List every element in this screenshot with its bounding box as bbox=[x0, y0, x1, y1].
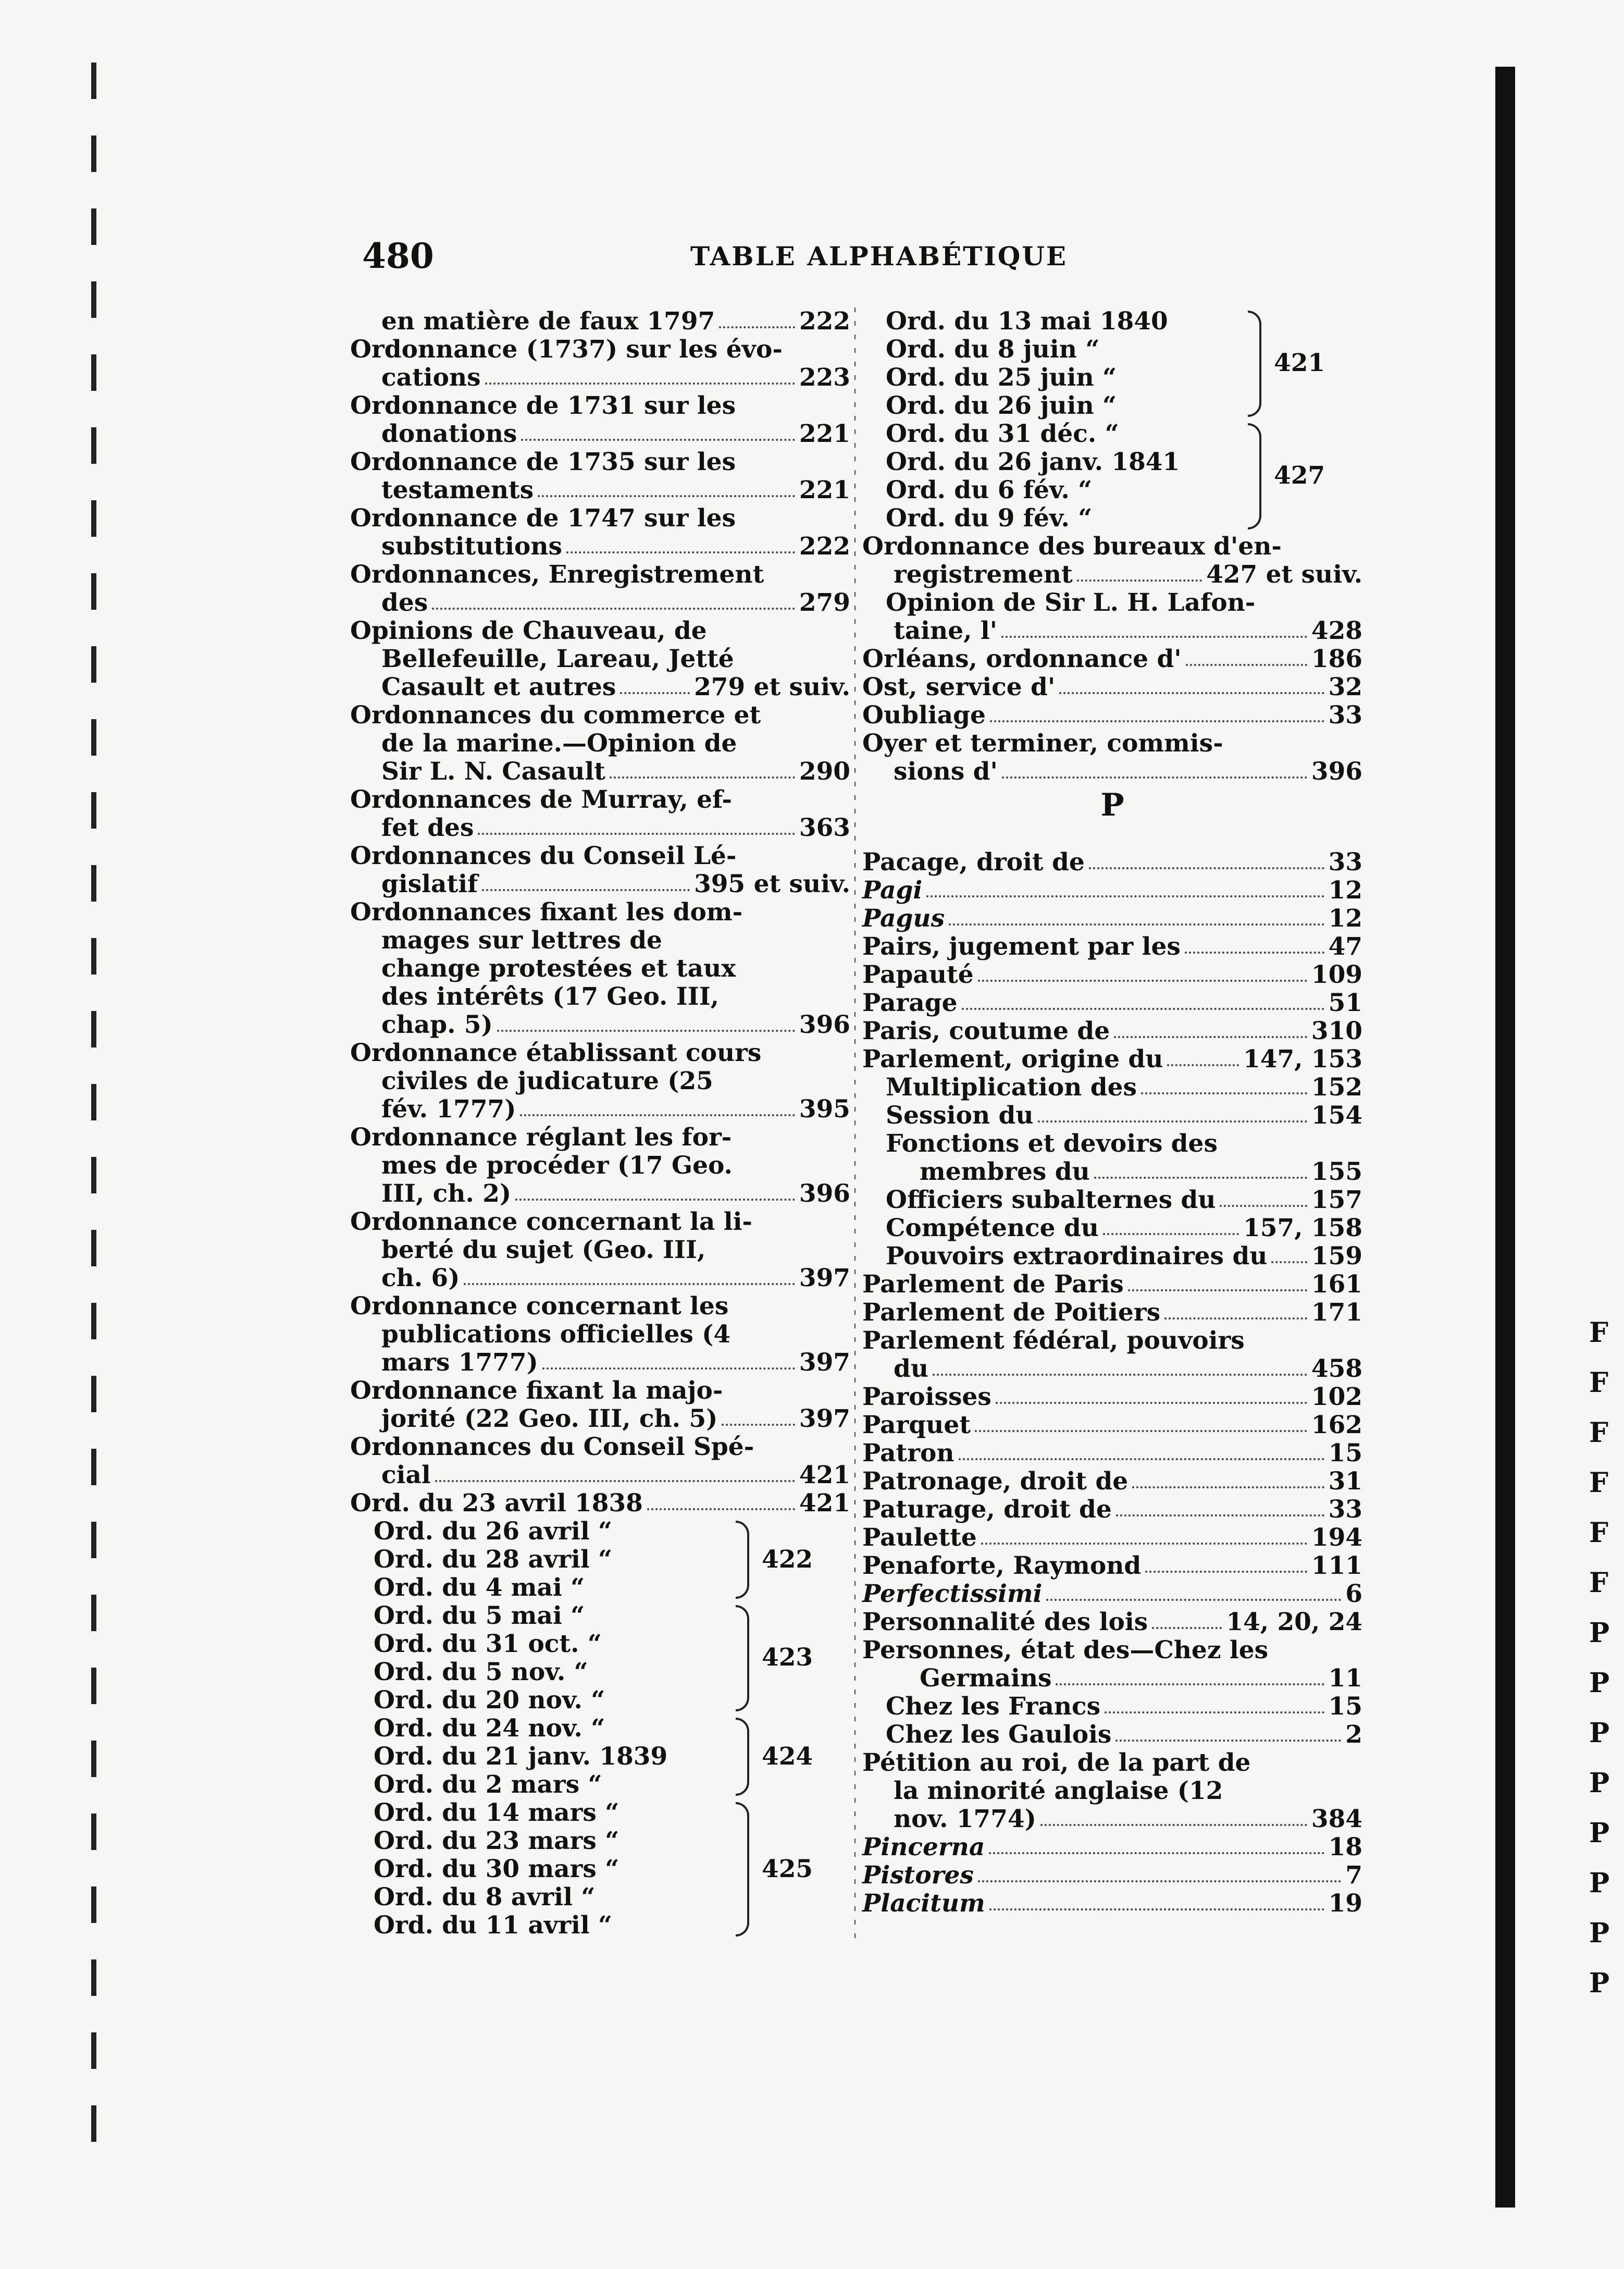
group-page: 427 bbox=[1274, 461, 1325, 490]
running-title: TABLE ALPHABÉTIQUE bbox=[690, 241, 1068, 272]
page-gutter-bar bbox=[1495, 67, 1515, 2208]
column-divider bbox=[854, 307, 856, 1944]
index-entry-cont: donations 221 bbox=[381, 420, 850, 448]
index-entry-cont: fév. 1777) 395 bbox=[381, 1095, 850, 1124]
index-subentry: Multiplication des 152 bbox=[886, 1073, 1362, 1102]
index-entry-cont: testaments 221 bbox=[381, 476, 850, 504]
index-entry: Pacage, droit de 33 bbox=[862, 848, 1362, 877]
index-entry: Oyer et terminer, commis- bbox=[862, 729, 1223, 758]
index-entry: Parlement, origine du 147, 153 bbox=[862, 1045, 1362, 1074]
index-entry-cont: des 279 bbox=[381, 588, 850, 617]
group-brace bbox=[736, 1521, 749, 1599]
index-entry: Ord. du 23 avril 1838 421 bbox=[350, 1489, 850, 1518]
left-column bbox=[350, 307, 850, 1940]
index-entry-cont: cations 223 bbox=[381, 363, 850, 392]
index-subentry: Chez les Gaulois 2 bbox=[886, 1720, 1362, 1749]
index-entry-cont: la minorité anglaise (12 bbox=[894, 1777, 1223, 1805]
index-entry-cont: mes de procéder (17 Geo. bbox=[381, 1151, 733, 1180]
group-item: Ord. du 28 avril “ bbox=[374, 1545, 613, 1574]
right-column bbox=[862, 307, 1362, 1918]
group-item: Ord. du 30 mars “ bbox=[374, 1855, 619, 1883]
index-entry: Opinion de Sir L. H. Lafon- bbox=[886, 588, 1256, 617]
group-item: Ord. du 26 juin “ bbox=[886, 391, 1117, 420]
index-entry: Paturage, droit de 33 bbox=[862, 1495, 1362, 1524]
index-entry: Ordonnance établissant cours bbox=[350, 1039, 762, 1067]
index-entry: Ordonnance de 1731 sur les bbox=[350, 391, 736, 420]
group-item: Ord. du 25 juin “ bbox=[886, 363, 1117, 392]
index-entry: Patron 15 bbox=[862, 1439, 1362, 1468]
index-subentry: Officiers subalternes du 157 bbox=[886, 1186, 1362, 1214]
group-item: Ord. du 26 janv. 1841 bbox=[886, 448, 1180, 476]
index-entry: Parquet 162 bbox=[862, 1411, 1362, 1439]
index-entry: Ordonnance de 1747 sur les bbox=[350, 504, 736, 533]
group-item: Ord. du 9 fév. “ bbox=[886, 504, 1093, 533]
index-entry: Ordonnances du Conseil Lé- bbox=[350, 842, 737, 870]
index-entry: Perfectissimi 6 bbox=[862, 1580, 1362, 1608]
index-subentry: Chez les Francs 15 bbox=[886, 1692, 1362, 1721]
index-entry: Ordonnance concernant les bbox=[350, 1292, 729, 1321]
group-page: 423 bbox=[762, 1643, 813, 1672]
index-entry: Personnes, état des—Chez les bbox=[862, 1636, 1269, 1664]
index-entry-cont: ch. 6) 397 bbox=[381, 1264, 850, 1292]
group-page: 421 bbox=[1274, 349, 1325, 377]
index-entry: Ordonnances du Conseil Spé- bbox=[350, 1433, 754, 1461]
index-entry-cont: Casault et autres 279 et suiv. bbox=[381, 673, 850, 701]
group-item: Ord. du 6 fév. “ bbox=[886, 476, 1093, 504]
group-item: Ord. du 31 oct. “ bbox=[374, 1630, 602, 1658]
index-entry-cont: Germains 11 bbox=[920, 1664, 1362, 1693]
index-entry-cont: chap. 5) 396 bbox=[381, 1010, 850, 1039]
index-entry: Ordonnance concernant la li- bbox=[350, 1207, 752, 1236]
section-letter: P bbox=[1100, 787, 1124, 823]
group-item: Ord. du 26 avril “ bbox=[374, 1517, 613, 1546]
ordinance-group bbox=[350, 1601, 813, 1715]
index-entry-cont: III, ch. 2) 396 bbox=[381, 1179, 850, 1208]
group-item: Ord. du 2 mars “ bbox=[374, 1770, 602, 1799]
index-entry: Personnalité des lois 14, 20, 24 bbox=[862, 1608, 1362, 1636]
index-subentry: Session du 154 bbox=[886, 1101, 1362, 1130]
index-entry: Pincerna 18 bbox=[862, 1833, 1362, 1861]
index-entry-cont: mages sur lettres de bbox=[381, 926, 662, 955]
group-item: Ord. du 31 déc. “ bbox=[886, 420, 1119, 448]
index-entry-cont: berté du sujet (Geo. III, bbox=[381, 1236, 706, 1264]
index-entry: Paris, coutume de 310 bbox=[862, 1017, 1362, 1045]
next-page-bleed-letters: F F F F F F P P P P P P P P bbox=[1589, 1317, 1610, 1999]
left-margin-rule bbox=[91, 63, 96, 2173]
group-brace bbox=[1248, 423, 1261, 529]
index-entry-cont: membres du 155 bbox=[920, 1157, 1362, 1186]
index-entry-cont: des intérêts (17 Geo. III, bbox=[381, 982, 720, 1011]
index-entry-cont: change protestées et taux bbox=[381, 954, 736, 983]
index-entry: Parlement de Paris 161 bbox=[862, 1270, 1362, 1299]
group-page: 424 bbox=[762, 1742, 813, 1771]
group-page: 422 bbox=[762, 1545, 813, 1574]
index-entry: Pétition au roi, de la part de bbox=[862, 1748, 1251, 1777]
index-entry: Ordonnance des bureaux d'en- bbox=[862, 532, 1282, 561]
index-entry-cont: fet des 363 bbox=[381, 813, 850, 842]
group-item: Ord. du 4 mai “ bbox=[374, 1573, 585, 1602]
index-entry: Penaforte, Raymond 111 bbox=[862, 1551, 1362, 1580]
index-entry: Pairs, jugement par les 47 bbox=[862, 932, 1362, 961]
index-entry: en matière de faux 1797 222 bbox=[381, 307, 850, 336]
index-entry: Parlement fédéral, pouvoirs bbox=[862, 1326, 1245, 1355]
index-entry: Ordonnances, Enregistrement bbox=[350, 560, 764, 589]
group-item: Ord. du 24 nov. “ bbox=[374, 1714, 605, 1743]
index-entry-cont: publications officielles (4 bbox=[381, 1320, 731, 1349]
ordinance-group bbox=[350, 1798, 813, 1940]
index-entry: Ordonnance réglant les for- bbox=[350, 1123, 732, 1152]
index-entry-cont: taine, l' 428 bbox=[894, 616, 1362, 645]
index-entry: Ost, service d' 32 bbox=[862, 673, 1362, 701]
index-entry: Pistores 7 bbox=[862, 1861, 1362, 1890]
ordinance-group bbox=[862, 307, 1325, 420]
index-entry: Pagus 12 bbox=[862, 904, 1362, 933]
index-entry-cont: jorité (22 Geo. III, ch. 5) 397 bbox=[381, 1404, 850, 1433]
page-number: 480 bbox=[362, 236, 434, 276]
index-entry: Parage 51 bbox=[862, 989, 1362, 1017]
index-entry-cont: civiles de judicature (25 bbox=[381, 1067, 713, 1095]
index-entry: Ordonnances de Murray, ef- bbox=[350, 785, 733, 814]
index-entry: Oubliage 33 bbox=[862, 701, 1362, 730]
group-item: Ord. du 21 janv. 1839 bbox=[374, 1742, 668, 1771]
index-entry: Ordonnance (1737) sur les évo- bbox=[350, 335, 783, 364]
group-item: Ord. du 20 nov. “ bbox=[374, 1686, 605, 1715]
index-entry-cont: Bellefeuille, Lareau, Jetté bbox=[381, 645, 734, 673]
group-item: Ord. du 8 avril “ bbox=[374, 1883, 596, 1912]
index-entry: Ordonnances du commerce et bbox=[350, 701, 761, 730]
index-entry: Pagi 12 bbox=[862, 876, 1362, 905]
index-entry: Parlement de Poitiers 171 bbox=[862, 1298, 1362, 1327]
index-entry-cont: sions d' 396 bbox=[894, 757, 1362, 786]
index-subentry: Fonctions et devoirs des bbox=[886, 1129, 1218, 1158]
index-entry-cont: registrement 427 et suiv. bbox=[894, 560, 1362, 589]
group-brace bbox=[736, 1802, 749, 1937]
index-entry: Orléans, ordonnance d' 186 bbox=[862, 645, 1362, 673]
index-entry: Placitum 19 bbox=[862, 1889, 1362, 1918]
group-item: Ord. du 13 mai 1840 bbox=[886, 307, 1168, 336]
index-entry-cont: gislatif 395 et suiv. bbox=[381, 870, 850, 898]
index-subentry: Compétence du 157, 158 bbox=[886, 1214, 1362, 1242]
index-entry-cont: de la marine.—Opinion de bbox=[381, 729, 737, 758]
index-entry: Ordonnance fixant la majo- bbox=[350, 1376, 723, 1405]
index-entry-cont: cial 421 bbox=[381, 1461, 850, 1489]
group-brace bbox=[736, 1718, 749, 1796]
index-entry-cont: Sir L. N. Casault 290 bbox=[381, 757, 850, 786]
group-brace bbox=[736, 1605, 749, 1711]
group-item: Ord. du 5 nov. “ bbox=[374, 1658, 588, 1686]
group-item: Ord. du 11 avril “ bbox=[374, 1911, 613, 1940]
ordinance-group bbox=[350, 1714, 813, 1799]
group-page: 425 bbox=[762, 1855, 813, 1883]
group-item: Ord. du 5 mai “ bbox=[374, 1601, 585, 1630]
group-item: Ord. du 14 mars “ bbox=[374, 1798, 619, 1827]
group-item: Ord. du 8 juin “ bbox=[886, 335, 1100, 364]
index-entry: Patronage, droit de 31 bbox=[862, 1467, 1362, 1496]
index-entry: Opinions de Chauveau, de bbox=[350, 616, 707, 645]
index-entry: Papauté 109 bbox=[862, 960, 1362, 989]
index-entry-cont: nov. 1774) 384 bbox=[894, 1805, 1362, 1833]
index-entry: Ordonnance de 1735 sur les bbox=[350, 448, 736, 476]
index-entry-cont: du 458 bbox=[894, 1354, 1362, 1383]
index-entry-cont: mars 1777) 397 bbox=[381, 1348, 850, 1377]
ordinance-group bbox=[350, 1517, 813, 1602]
group-item: Ord. du 23 mars “ bbox=[374, 1827, 619, 1855]
group-brace bbox=[1248, 311, 1261, 417]
index-entry: Paroisses 102 bbox=[862, 1383, 1362, 1411]
index-entry: Ordonnances fixant les dom- bbox=[350, 898, 743, 927]
index-subentry: Pouvoirs extraordinaires du 159 bbox=[886, 1242, 1362, 1271]
index-entry: Paulette 194 bbox=[862, 1523, 1362, 1552]
index-entry-cont: substitutions 222 bbox=[381, 532, 850, 561]
ordinance-group bbox=[862, 420, 1325, 533]
